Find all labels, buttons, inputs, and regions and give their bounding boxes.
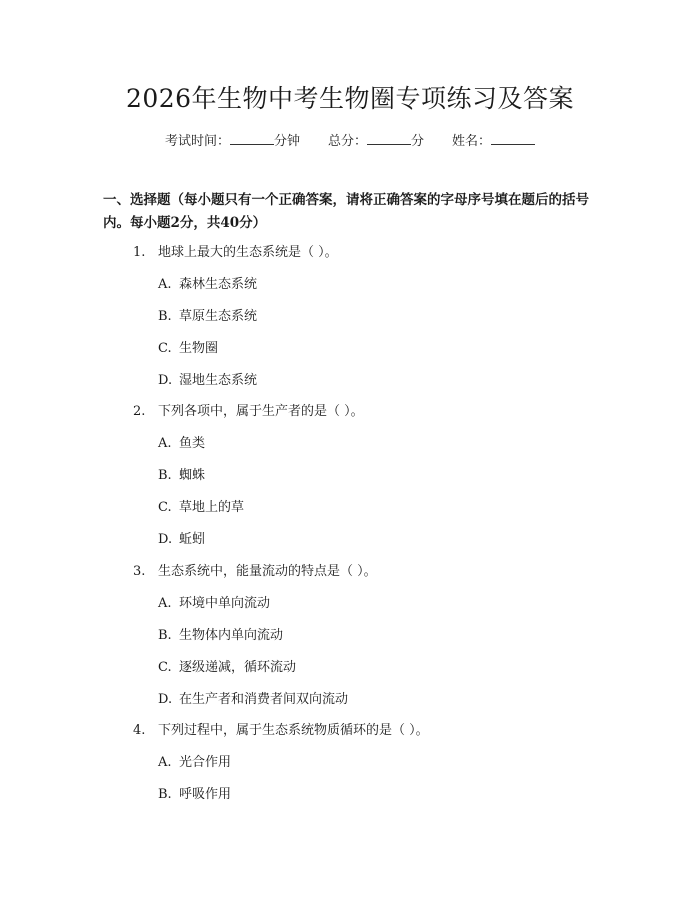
option-text: 蚯蚓 [179,532,206,547]
q3-option-b [158,627,283,645]
question-1 [133,244,338,262]
section-heading: 一、选择题（每小题只有一个正确答案，请将正确答案的字母序号填在题后的括号内。每小题2分，共40分） [103,192,589,231]
name-field [452,134,535,149]
time-blank [230,131,274,145]
name-label: 姓名： [452,134,492,149]
option-letter: B. [158,468,172,483]
question-3 [133,563,377,581]
option-letter: B. [158,309,172,324]
q3-option-a [158,595,270,613]
score-blank [367,131,411,145]
q1-option-c [158,340,218,358]
option-text: 湿地生态系统 [179,373,258,388]
question-number: 3. [133,564,146,579]
option-text: 环境中单向流动 [179,596,271,611]
q2-option-c [158,499,244,517]
question-number: 4. [133,723,146,738]
option-letter: A. [158,596,172,611]
time-label: 考试时间： [164,134,230,149]
option-text: 逐级递减，循环流动 [179,660,297,675]
question-number: 1. [133,245,146,260]
score-field [328,134,424,149]
option-letter: A. [158,436,172,451]
question-number: 2. [133,404,146,419]
q1-option-b [158,308,257,326]
q1-option-d [158,372,257,390]
option-letter: A. [158,755,172,770]
option-letter: C. [158,341,172,356]
option-text: 生物圈 [179,341,219,356]
question-4 [133,722,429,740]
option-text: 森林生态系统 [179,277,258,292]
score-label: 总分： [327,134,367,149]
q4-option-b [158,786,231,804]
page-title: 2026年生物中考生物圈专项练习及答案 [125,84,575,113]
option-text: 鱼类 [179,436,206,451]
question-text: 下列过程中，属于生态系统物质循环的是（ ）。 [158,723,429,738]
q2-option-b [158,467,205,485]
option-text: 在生产者和消费者间双向流动 [179,692,349,707]
q2-option-a [158,435,205,453]
question-text: 下列各项中，属于生产者的是（ ）。 [158,404,364,419]
q4-option-a [158,754,231,772]
time-unit: 分钟 [273,134,300,149]
score-unit: 分 [411,134,425,149]
q3-option-c [158,659,296,677]
option-letter: D. [158,692,173,707]
q1-option-a [158,276,257,294]
time-field [165,134,300,149]
option-letter: A. [158,277,172,292]
option-text: 蜘蛛 [179,468,206,483]
option-letter: C. [158,500,172,515]
option-text: 草原生态系统 [179,309,258,324]
exam-meta [0,131,700,152]
question-text: 地球上最大的生态系统是（ ）。 [158,245,338,260]
name-blank [491,131,535,145]
option-letter: B. [158,628,172,643]
option-letter: C. [158,660,172,675]
option-text: 光合作用 [179,755,232,770]
question-2 [133,403,364,421]
option-text: 草地上的草 [179,500,245,515]
option-text: 呼吸作用 [179,787,232,802]
option-letter: B. [158,787,172,802]
option-letter: D. [158,373,173,388]
option-letter: D. [158,532,173,547]
question-text: 生态系统中，能量流动的特点是（ ）。 [158,564,377,579]
option-text: 生物体内单向流动 [179,628,284,643]
q3-option-d [158,691,348,709]
q2-option-d [158,531,205,549]
